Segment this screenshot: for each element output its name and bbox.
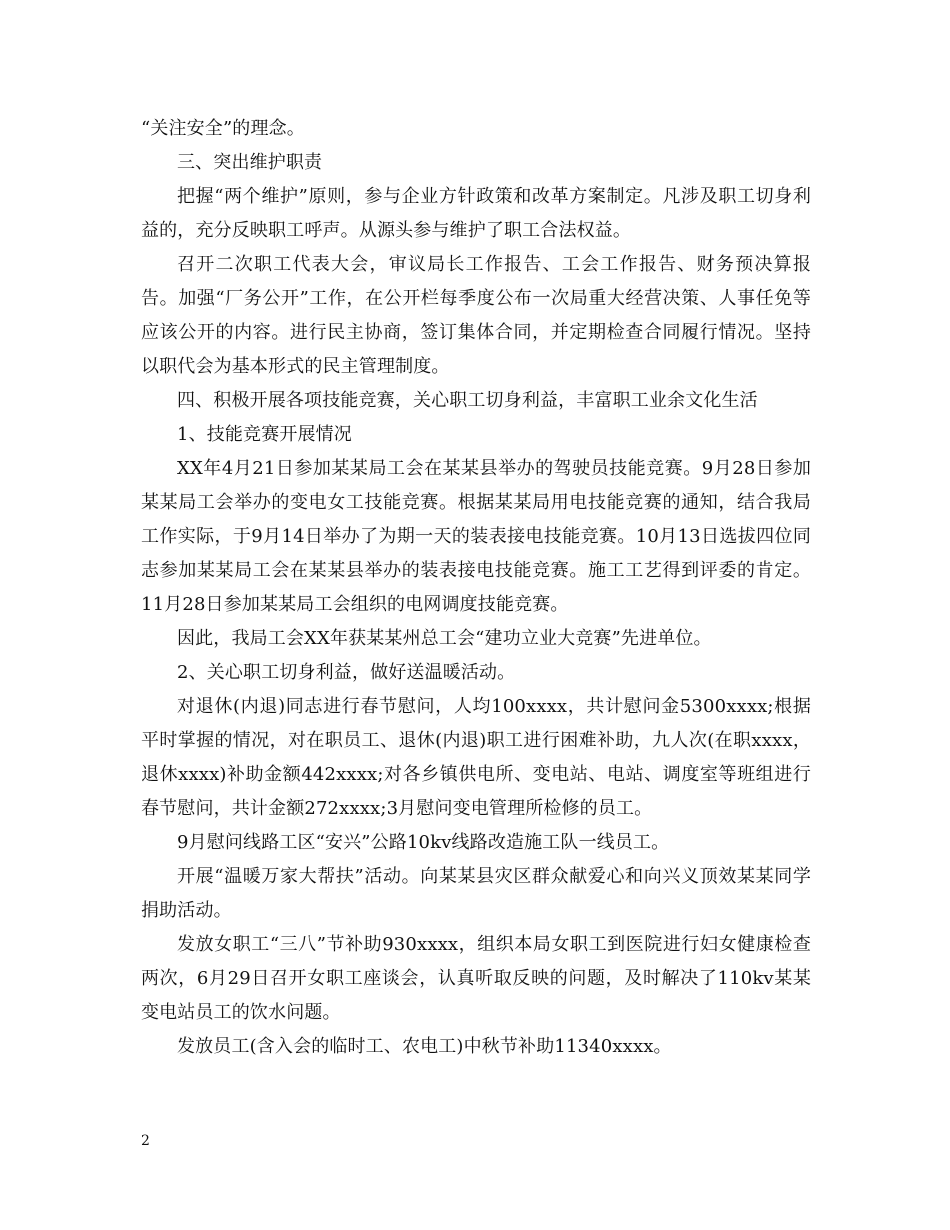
section-heading-4: 四、积极开展各项技能竞赛，关心职工切身利益，丰富职工业余文化生活 bbox=[177, 390, 758, 411]
paragraph: 发放女职工“三八”节补助930xxxx，组织本局女职工到医院进行妇女健康检查两次，6月29日召开女职工座谈会，认真听取反映的问题，及时解决了110kv某某变电站员工的饮水问题。 bbox=[141, 934, 811, 1023]
paragraph: 9月慰问线路工区“安兴”公路10kv线路改造施工队一线员工。 bbox=[177, 832, 670, 853]
section-heading-3: 三、突出维护职责 bbox=[177, 152, 323, 173]
paragraph: 发放员工(含入会的临时工、农电工)中秋节补助11340xxxx。 bbox=[177, 1036, 672, 1057]
paragraph: 召开二次职工代表大会，审议局长工作报告、工会工作报告、财务预决算报告。加强“厂务公开”工作，在公开栏每季度公布一次局重大经营决策、人事任免等应该公开的内容。进行民主协商，签订集体合同，并定期检查合同履行情况。坚持以职代会为基本形式的民主管理制度。 bbox=[141, 254, 811, 377]
subsection-heading-1: 1、技能竞赛开展情况 bbox=[177, 424, 352, 445]
paragraph: 开展“温暖万家大帮扶”活动。向某某县灾区群众献爱心和向兴义顶效某某同学捐助活动。 bbox=[141, 866, 811, 921]
document-body bbox=[141, 112, 811, 1064]
subsection-heading-2: 2、关心职工切身利益，做好送温暖活动。 bbox=[177, 662, 516, 683]
paragraph: XX年4月21日参加某某局工会在某某县举办的驾驶员技能竞赛。9月28日参加某某局工会举办的变电女工技能竞赛。根据某某局用电技能竞赛的通知，结合我局工作实际，于9月14日举办了为期一天的装表接电技能竞赛。10月13日选拔四位同志参加某某局工会在某某县举办的装表接电技能竞赛。施工工艺得到评委的肯定。11月28日参加某某局工会组织的电网调度技能竞赛。 bbox=[141, 458, 811, 615]
page-number: 2 bbox=[141, 1133, 150, 1149]
paragraph-continuation: “关注安全”的理念。 bbox=[141, 118, 305, 139]
paragraph: 把握“两个维护”原则，参与企业方针政策和改革方案制定。凡涉及职工切身利益的，充分反映职工呼声。从源头参与维护了职工合法权益。 bbox=[141, 186, 811, 241]
paragraph: 因此，我局工会XX年获某某州总工会“建功立业大竞赛”先进单位。 bbox=[177, 628, 712, 649]
paragraph: 对退休(内退)同志进行春节慰问，人均100xxxx，共计慰问金5300xxxx;根据平时掌握的情况，对在职员工、退休(内退)职工进行困难补助，九人次(在职xxxx，退休xxxx)补助金额442xxxx;对各乡镇供电所、变电站、电站、调度室等班组进行春节慰问，共计金额272xxxx;3月慰问变电管理所检修的员工。 bbox=[141, 696, 811, 819]
